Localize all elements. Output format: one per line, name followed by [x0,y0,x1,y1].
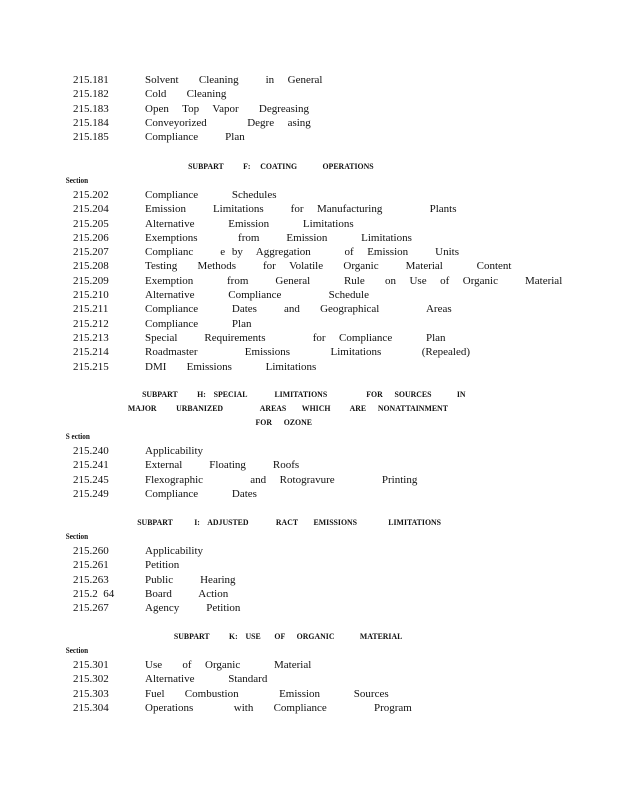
section-number: 215.263 [73,573,109,586]
section-column-label: Section [65,176,89,185]
section-list-solvent [0,73,618,144]
section-title: Petition [145,559,180,572]
section-number: 215.209 [73,274,109,287]
list-item [0,274,618,288]
section-title: Applicability [145,545,204,557]
list-item [0,487,618,501]
section-title: Flexographic and Rotogravure Printing [145,473,418,486]
list-item [0,687,618,701]
subpart-h-heading-line1: SUBPART H: SPECIAL LIMITATIONS FOR SOURCES IN [142,389,466,399]
section-number: 215.260 [73,545,109,557]
section-title: Alternative Compliance Schedule [145,289,369,302]
section-number: 215.183 [73,102,109,115]
section-title: Conveyorized Degre asing [145,116,311,129]
section-title: Board Action [145,587,229,600]
section-list-subpart-f [0,174,618,374]
section-title: External Floating Roofs [145,459,300,472]
section-list-subpart-i [0,530,618,615]
section-number: 215.245 [73,473,109,486]
section-number: 215.267 [73,602,109,615]
list-item [0,87,618,101]
section-column-label: Section [65,646,89,655]
section-number: 215.208 [73,260,109,273]
section-number: 215.302 [73,673,109,686]
section-column-label: S ection [65,432,90,441]
section-title: Solvent Cleaning in General [145,74,323,86]
section-number: 215.304 [73,701,109,714]
section-title: Complianc e by Aggregation of Emission Units [145,246,459,259]
section-title: Public Hearing [145,573,236,586]
section-number: 215.182 [73,88,109,101]
list-item [0,658,618,672]
section-title: Alternative Standard [145,673,268,686]
section-number: 215.204 [73,203,109,216]
subpart-i-heading: SUBPART I: ADJUSTED RACT EMISSIONS LIMITATIONS [137,517,442,527]
subpart-h-heading-line3: FOR OZONE [255,417,312,427]
section-title: Compliance Dates and Geographical Areas [145,303,452,316]
section-number: 215.207 [73,246,109,259]
list-item [0,345,618,359]
list-item [0,331,618,345]
section-number: 215.214 [73,346,109,359]
list-item [0,259,618,273]
section-title: DMI Emissions Limitations [145,360,317,373]
section-number: 215.261 [73,559,109,572]
subpart-f-heading: SUBPART F: COATING OPERATIONS [188,161,374,171]
list-item [0,544,618,558]
section-number: 215.2 64 [73,587,115,600]
section-title: Compliance Plan [145,317,252,330]
section-title: Operations with Compliance Program [145,701,412,714]
list-item [0,288,618,302]
section-title: Applicability [145,445,204,457]
list-item [0,102,618,116]
list-item [0,701,618,715]
list-item [0,473,618,487]
list-item [0,188,618,202]
list-item [0,302,618,316]
list-item [0,458,618,472]
section-number: 215.213 [73,331,109,344]
list-item [0,573,618,587]
section-number: 215.240 [73,445,109,457]
section-title: Compliance Dates [145,487,257,500]
list-item [0,444,618,458]
list-item [0,317,618,331]
section-title: Agency Petition [145,602,241,615]
section-number: 215.212 [73,317,109,330]
section-number: 215.211 [73,303,109,316]
section-number: 215.249 [73,487,109,500]
list-item [0,672,618,686]
list-item [0,558,618,572]
list-item [0,360,618,374]
list-item [0,130,618,144]
section-number: 215.205 [73,217,109,230]
section-column-label: Section [65,532,89,541]
list-item [0,231,618,245]
section-title: Alternative Emission Limitations [145,217,354,230]
section-title: Roadmaster Emissions Limitations (Repealed) [145,346,470,359]
section-title: Open Top Vapor Degreasing [145,102,309,115]
list-item [0,73,618,87]
section-title: Exemption from General Rule on Use of Organic Material [145,274,563,287]
section-number: 215.241 [73,459,109,472]
section-title: Cold Cleaning [145,88,227,101]
list-item [0,202,618,216]
section-title: Use of Organic Material [145,659,312,671]
section-title: Exemptions from Emission Limitations [145,231,412,244]
section-title: Fuel Combustion Emission Sources [145,687,389,700]
section-number: 215.184 [73,116,109,129]
section-title: Emission Limitations for Manufacturing Plants [145,203,457,216]
section-list-subpart-h [0,430,618,501]
section-number: 215.215 [73,360,109,373]
subpart-k-heading: SUBPART K: USE OF ORGANIC MATERIAL [173,631,403,641]
section-number: 215.210 [73,289,109,302]
section-title: Compliance Plan [145,131,245,144]
list-item [0,116,618,130]
list-item [0,245,618,259]
section-number: 215.202 [73,189,109,201]
list-item [0,601,618,615]
list-item [0,587,618,601]
section-title: Compliance Schedules [145,189,277,201]
section-number: 215.206 [73,231,109,244]
section-number: 215.185 [73,131,109,144]
section-number: 215.181 [73,74,109,86]
section-title: Testing Methods for Volatile Organic Material Content [145,260,512,273]
section-list-subpart-k [0,644,618,715]
section-title: Special Requirements for Compliance Plan [145,331,446,344]
subpart-h-heading-line2: MAJOR URBANIZED AREAS WHICH ARE NONATTAINMENT [127,403,448,413]
list-item [0,217,618,231]
section-number: 215.303 [73,687,109,700]
section-number: 215.301 [73,659,109,671]
